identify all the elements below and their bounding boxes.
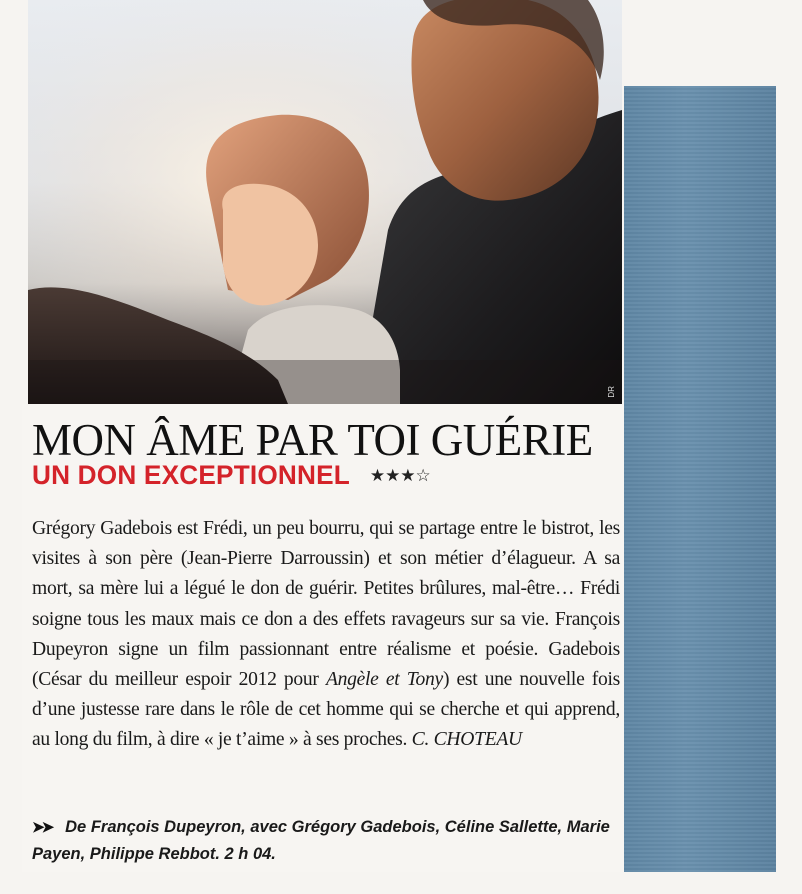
film-still-photo	[28, 0, 622, 404]
review-subtitle: UN DON EXCEPTIONNEL	[32, 460, 350, 490]
body-text-part-2: ) est une nouvelle fois d’une justesse rare dans le rôle de cet homme qui se cherche et qui apprend, au long du film, à dire « je t’aime » à ses proches.	[32, 669, 620, 751]
review-body	[32, 514, 620, 756]
body-text-part-1: Grégory Gadebois est Frédi, un peu bourru, qui se partage entre le bistrot, les visites à son père (Jean-Pierre Darroussin) et son métier d’élagueur. A sa mort, sa mère lui a légué le don de guérir. Petites brûlures, mal-être… Frédi soigne tous les maux mais ce don a des effets ravageurs sur sa vie. François Dupeyron signe un film passionnant entre réalisme et poésie. Gadebois (César du meilleur espoir 2012 pour	[32, 518, 620, 691]
cited-film-title: Angèle et Tony	[325, 669, 443, 691]
subtitle-row	[32, 462, 431, 489]
credits-text: De François Dupeyron, avec Grégory Gadebois, Céline Sallette, Marie Payen, Philippe Rebbot. 2 h 04.	[32, 818, 610, 863]
film-title: MON ÂME PAR TOI GUÉRIE	[32, 415, 593, 465]
photo-illustration	[28, 0, 622, 404]
photo-copyright: DR	[607, 386, 616, 398]
film-credits	[32, 814, 620, 867]
review-article	[22, 404, 624, 872]
star-rating: ★★★☆	[369, 466, 431, 486]
decorative-blue-panel	[624, 86, 776, 872]
double-arrow-icon: ➤➤	[32, 819, 52, 836]
review-author: C. CHOTEAU	[411, 729, 522, 751]
